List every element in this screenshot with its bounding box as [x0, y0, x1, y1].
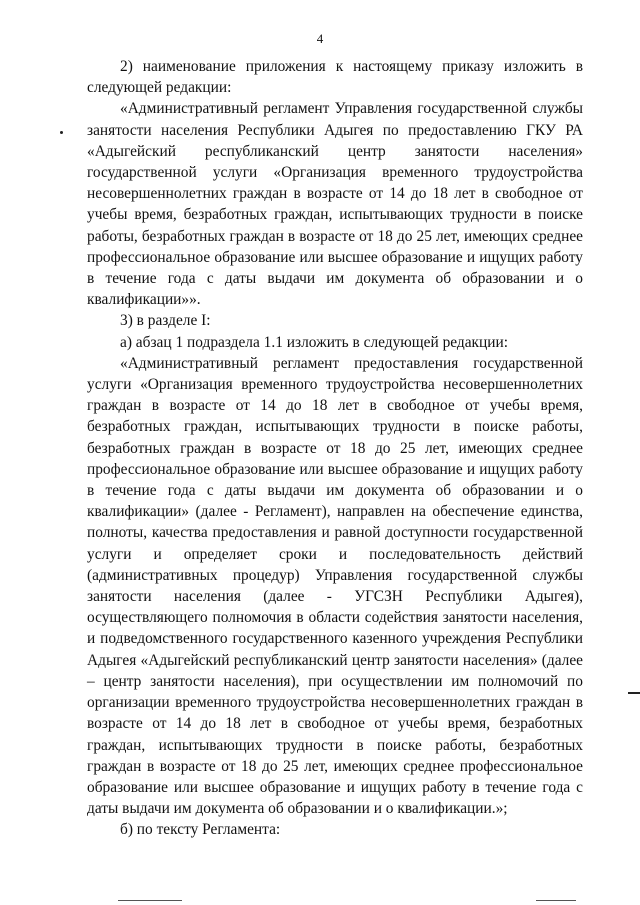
scan-artifact-dot [60, 131, 63, 134]
document-body [87, 56, 583, 841]
paragraph-subitem-b: б) по тексту Регламента: [120, 821, 281, 839]
paragraph-subitem-a: а) абзац 1 подраздела 1.1 изложить в следующей редакции: [120, 333, 509, 351]
scan-artifact-line [536, 900, 576, 901]
paragraph-item-3: 3) в разделе I: [120, 312, 211, 330]
paragraph-item-2: 2) наименование приложения к настоящему приказу изложить в следующей редакции: [87, 58, 583, 97]
paragraph-regulation-quote: «Административный регламент предоставления государственной услуги «Организация временного трудоустройства несовершеннолетних граждан в возрасте от 14 до 18 лет в свободное от учебы время, безработных граждан, испытывающих трудности в поиске работы, безработных граждан в возрасте от 18 до 25 лет, имеющих среднее профессиональное образование или высшее образование и ищущих работу в течение года с даты выдачи им документа об образовании и о квалификации» (далее - Регламент), направлен на обеспечение единства, полноты, качества предоставления и равной доступности государственной услуги и определяет сроки и последовательность действий (административных процедур) Управления государственной службы занятости населения (далее - УГСЗН Республики Адыгея), осуществляющего полномочия в области содействия занятости населения, и подведомственного государственного казенного учреждения Республики Адыгея «Адыгейский республиканский центр занятости населения» (далее – центр занятости населения), при осуществлении им полномочий по организации временного трудоустройства несовершеннолетних граждан в возрасте от 14 до 18 лет в свободное от учебы время, безработных граждан, испытывающих трудности в поиске работы, безработных граждан в возрасте от 18 до 25 лет, имеющих среднее профессиональное образование или высшее образование и ищущих работу в течение года с даты выдачи им документа об образовании и о квалификации.»; [87, 354, 583, 818]
scan-artifact-dash [628, 692, 640, 694]
scan-artifact-line [118, 900, 182, 901]
page-number: 4 [316, 31, 324, 46]
paragraph-appendix-title-quote: «Административный регламент Управления государственной службы занятости населения Республики Адыгея по предоставлению ГКУ РА «Адыгейский республиканский центр занятости населения» государственной услуги «Организация временного трудоустройства несовершеннолетних граждан в возрасте от 14 до 18 лет в свободное от учебы время, безработных граждан, испытывающих трудности в поиске работы, безработных граждан в возрасте от 18 до 25 лет, имеющих среднее профессиональное образование или высшее образование и ищущих работу в течение года с даты выдачи им документа об образовании и о квалификации»». [87, 100, 583, 309]
